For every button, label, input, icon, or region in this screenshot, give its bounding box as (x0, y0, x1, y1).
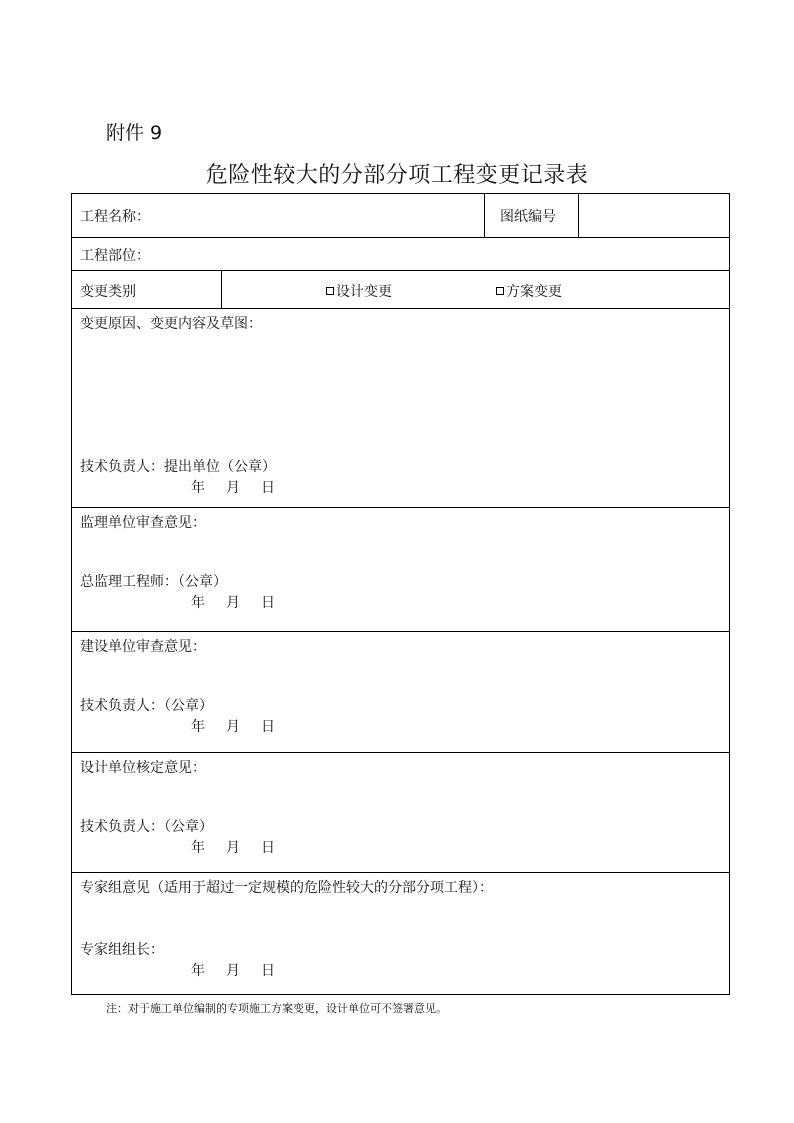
expert-date (191, 960, 296, 980)
form-title: 危险性较大的分部分项工程变更记录表 (205, 163, 589, 188)
footer-note: 注：对于施工单位编制的专项施工方案变更，设计单位可不签署意见。 (106, 1002, 447, 1015)
date-day: 日 (261, 719, 275, 735)
drawing-number-label: 图纸编号 (500, 209, 556, 225)
project-part-label: 工程部位： (80, 248, 150, 264)
date-day: 日 (261, 963, 275, 979)
date-day: 日 (261, 840, 275, 856)
section-construction[interactable] (72, 632, 729, 753)
construction-label: 建设单位审查意见： (80, 639, 206, 655)
row-project-name (72, 194, 729, 238)
drawing-number-label-cell (484, 194, 578, 237)
row-project-part[interactable] (72, 238, 729, 271)
section-expert[interactable] (72, 873, 729, 994)
supervision-signer: 总监理工程师：（公章） (80, 574, 227, 590)
change-type-label: 变更类别 (80, 284, 136, 300)
reason-signer: 技术负责人：提出单位（公章） (80, 459, 276, 475)
reason-date (191, 477, 296, 497)
date-month: 月 (226, 595, 240, 611)
expert-label: 专家组意见（适用于超过一定规模的危险性较大的分部分项工程）： (80, 880, 493, 896)
date-month: 月 (226, 719, 240, 735)
date-month: 月 (226, 840, 240, 856)
change-type-label-cell (72, 271, 221, 308)
supervision-label: 监理单位审查意见： (80, 515, 206, 531)
scheme-change-label: 方案变更 (506, 284, 562, 300)
row-change-type (72, 271, 729, 309)
date-month: 月 (226, 963, 240, 979)
design-change-checkbox[interactable] (326, 287, 334, 295)
design-change-label: 设计变更 (336, 284, 392, 300)
option-scheme-change[interactable] (496, 281, 562, 301)
date-day: 日 (261, 595, 275, 611)
section-supervision[interactable] (72, 508, 729, 632)
section-change-reason[interactable] (72, 309, 729, 508)
date-year: 年 (191, 595, 205, 611)
construction-date (191, 716, 296, 736)
project-name-cell[interactable] (72, 194, 484, 237)
design-date (191, 837, 296, 857)
option-design-change[interactable] (326, 281, 392, 301)
section-design[interactable] (72, 753, 729, 873)
supervision-date (191, 592, 296, 612)
scheme-change-checkbox[interactable] (496, 287, 504, 295)
change-type-options (221, 271, 729, 308)
date-day: 日 (261, 480, 275, 496)
attachment-number: 附件 9 (106, 122, 163, 144)
change-reason-label: 变更原因、变更内容及草图： (80, 316, 262, 332)
design-label: 设计单位核定意见： (80, 760, 206, 776)
project-name-label: 工程名称： (80, 209, 150, 225)
change-record-form (71, 193, 730, 995)
date-year: 年 (191, 963, 205, 979)
design-signer: 技术负责人：（公章） (80, 819, 213, 835)
date-year: 年 (191, 840, 205, 856)
drawing-number-field[interactable] (578, 194, 729, 237)
date-month: 月 (226, 480, 240, 496)
expert-signer: 专家组组长： (80, 942, 164, 958)
date-year: 年 (191, 480, 205, 496)
date-year: 年 (191, 719, 205, 735)
construction-signer: 技术负责人：（公章） (80, 698, 213, 714)
